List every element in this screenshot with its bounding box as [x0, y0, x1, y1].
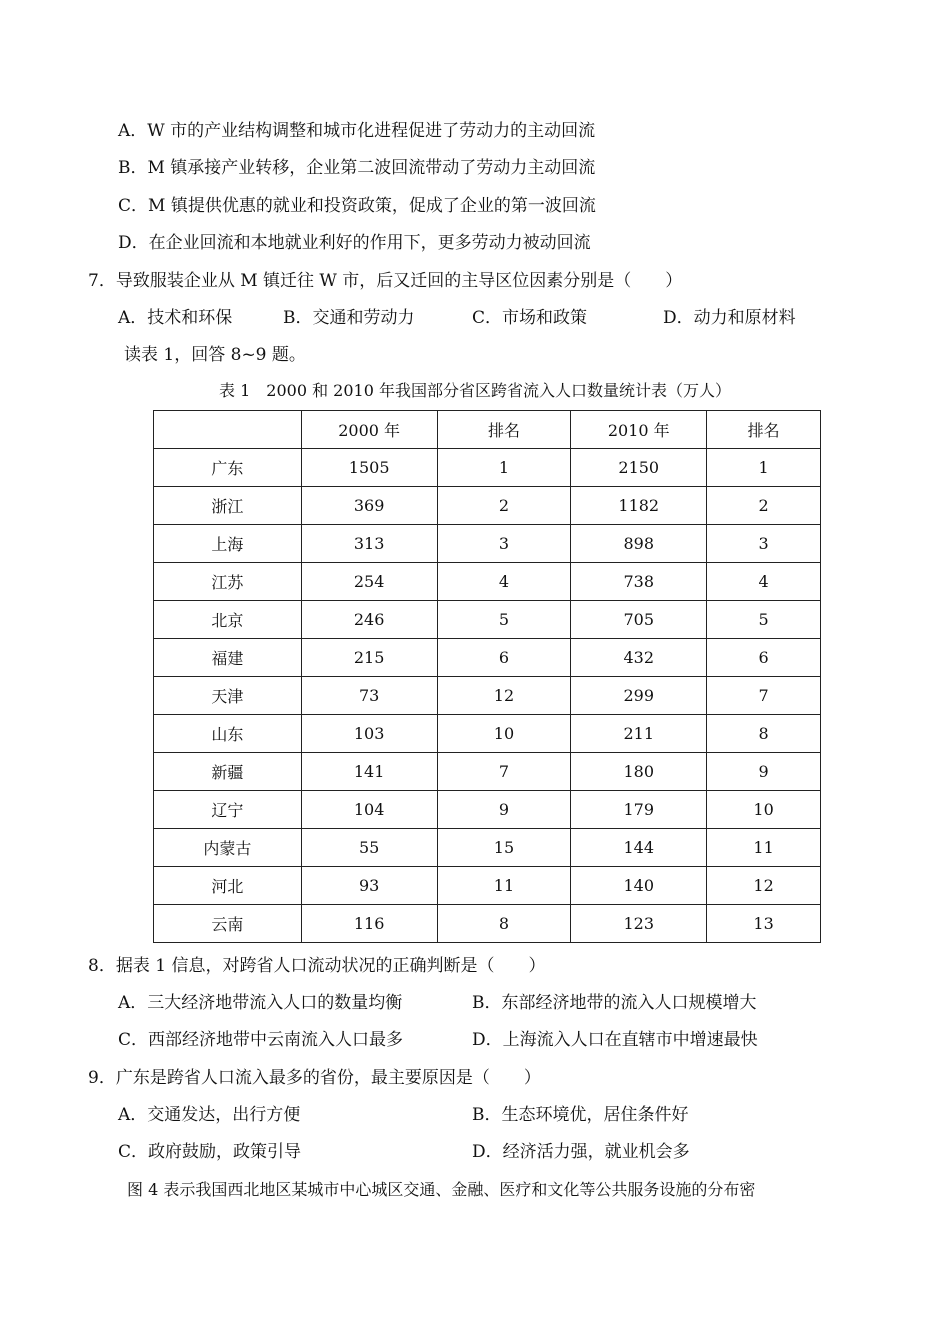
- value-cell: 432: [571, 639, 707, 677]
- header-cell: 2010 年: [571, 411, 707, 449]
- table-row: [154, 715, 821, 753]
- value-cell: 13: [707, 905, 821, 943]
- footer-text: 图 4 表示我国西北地区某城市中心城区交通、金融、医疗和文化等公共服务设施的分布密: [127, 1180, 756, 1199]
- q7-option-d: D．动力和原材料: [663, 308, 796, 328]
- value-cell: 180: [571, 753, 707, 791]
- province-cell: 福建: [154, 639, 302, 677]
- province-cell: 内蒙古: [154, 829, 302, 867]
- table-header-row: [154, 411, 821, 449]
- value-cell: 3: [707, 525, 821, 563]
- value-cell: 179: [571, 791, 707, 829]
- province-cell: 山东: [154, 715, 302, 753]
- province-cell: 广东: [154, 449, 302, 487]
- q7-stem: 7．导致服装企业从 M 镇迁往 W 市，后又迁回的主导区位因素分别是（ ）: [88, 271, 683, 291]
- value-cell: 11: [437, 867, 571, 905]
- province-cell: 天津: [154, 677, 302, 715]
- value-cell: 93: [301, 867, 437, 905]
- value-cell: 6: [707, 639, 821, 677]
- table-row: [154, 753, 821, 791]
- q6-option-b: B．M 镇承接产业转移，企业第二波回流带动了劳动力主动回流: [118, 158, 596, 178]
- table-row: [154, 677, 821, 715]
- value-cell: 6: [437, 639, 571, 677]
- value-cell: 1: [707, 449, 821, 487]
- value-cell: 1505: [301, 449, 437, 487]
- value-cell: 4: [437, 563, 571, 601]
- value-cell: 1: [437, 449, 571, 487]
- value-cell: 8: [707, 715, 821, 753]
- value-cell: 15: [437, 829, 571, 867]
- value-cell: 123: [571, 905, 707, 943]
- q7-option-a: A．技术和环保: [118, 308, 233, 328]
- value-cell: 705: [571, 601, 707, 639]
- q9-option-a: A．交通发达，出行方便: [118, 1105, 301, 1125]
- value-cell: 246: [301, 601, 437, 639]
- q8-option-b: B．东部经济地带的流入人口规模增大: [472, 993, 757, 1013]
- value-cell: 254: [301, 563, 437, 601]
- value-cell: 215: [301, 639, 437, 677]
- table-row: [154, 829, 821, 867]
- province-cell: 上海: [154, 525, 302, 563]
- value-cell: 12: [437, 677, 571, 715]
- value-cell: 103: [301, 715, 437, 753]
- q9-option-b: B．生态环境优，居住条件好: [472, 1105, 689, 1125]
- value-cell: 8: [437, 905, 571, 943]
- value-cell: 1182: [571, 487, 707, 525]
- table-row: [154, 563, 821, 601]
- table-row: [154, 449, 821, 487]
- value-cell: 11: [707, 829, 821, 867]
- q9-option-c: C．政府鼓励，政策引导: [118, 1142, 302, 1162]
- value-cell: 7: [437, 753, 571, 791]
- table-row: [154, 791, 821, 829]
- q8-option-a: A．三大经济地带流入人口的数量均衡: [118, 993, 403, 1013]
- value-cell: 12: [707, 867, 821, 905]
- value-cell: 3: [437, 525, 571, 563]
- value-cell: 2: [437, 487, 571, 525]
- table-row: [154, 525, 821, 563]
- q6-option-c: C．M 镇提供优惠的就业和投资政策，促成了企业的第一波回流: [118, 196, 596, 216]
- table-caption: 表 1 2000 和 2010 年我国部分省区跨省流入人口数量统计表（万人）: [219, 381, 731, 400]
- province-cell: 河北: [154, 867, 302, 905]
- intro-text: 读表 1，回答 8~9 题。: [124, 345, 306, 365]
- province-cell: 浙江: [154, 487, 302, 525]
- q6-option-a: A．W 市的产业结构调整和城市化进程促进了劳动力的主动回流: [118, 121, 596, 141]
- province-cell: 北京: [154, 601, 302, 639]
- table-row: [154, 639, 821, 677]
- table-row: [154, 601, 821, 639]
- province-cell: 新疆: [154, 753, 302, 791]
- value-cell: 144: [571, 829, 707, 867]
- header-cell: [154, 411, 302, 449]
- header-cell: 2000 年: [301, 411, 437, 449]
- value-cell: 211: [571, 715, 707, 753]
- value-cell: 5: [437, 601, 571, 639]
- value-cell: 898: [571, 525, 707, 563]
- province-cell: 辽宁: [154, 791, 302, 829]
- table-row: [154, 905, 821, 943]
- value-cell: 7: [707, 677, 821, 715]
- value-cell: 141: [301, 753, 437, 791]
- value-cell: 2150: [571, 449, 707, 487]
- value-cell: 104: [301, 791, 437, 829]
- q9-option-d: D．经济活力强，就业机会多: [472, 1142, 690, 1162]
- value-cell: 73: [301, 677, 437, 715]
- table-row: [154, 487, 821, 525]
- q6-option-d: D．在企业回流和本地就业利好的作用下，更多劳动力被动回流: [118, 233, 591, 253]
- value-cell: 369: [301, 487, 437, 525]
- value-cell: 313: [301, 525, 437, 563]
- value-cell: 5: [707, 601, 821, 639]
- q9-stem: 9．广东是跨省人口流入最多的省份，最主要原因是（ ）: [88, 1068, 541, 1088]
- header-cell: 排名: [437, 411, 571, 449]
- value-cell: 4: [707, 563, 821, 601]
- value-cell: 116: [301, 905, 437, 943]
- table-row: [154, 867, 821, 905]
- value-cell: 738: [571, 563, 707, 601]
- q8-option-d: D．上海流入人口在直辖市中增速最快: [472, 1030, 758, 1050]
- value-cell: 9: [437, 791, 571, 829]
- value-cell: 55: [301, 829, 437, 867]
- value-cell: 140: [571, 867, 707, 905]
- q7-option-b: B．交通和劳动力: [283, 308, 415, 328]
- province-cell: 江苏: [154, 563, 302, 601]
- province-cell: 云南: [154, 905, 302, 943]
- q7-option-c: C．市场和政策: [472, 308, 588, 328]
- population-table: [153, 410, 821, 943]
- header-cell: 排名: [707, 411, 821, 449]
- q8-option-c: C．西部经济地带中云南流入人口最多: [118, 1030, 404, 1050]
- value-cell: 10: [437, 715, 571, 753]
- q8-stem: 8．据表 1 信息，对跨省人口流动状况的正确判断是（ ）: [88, 956, 546, 976]
- value-cell: 10: [707, 791, 821, 829]
- value-cell: 9: [707, 753, 821, 791]
- value-cell: 2: [707, 487, 821, 525]
- value-cell: 299: [571, 677, 707, 715]
